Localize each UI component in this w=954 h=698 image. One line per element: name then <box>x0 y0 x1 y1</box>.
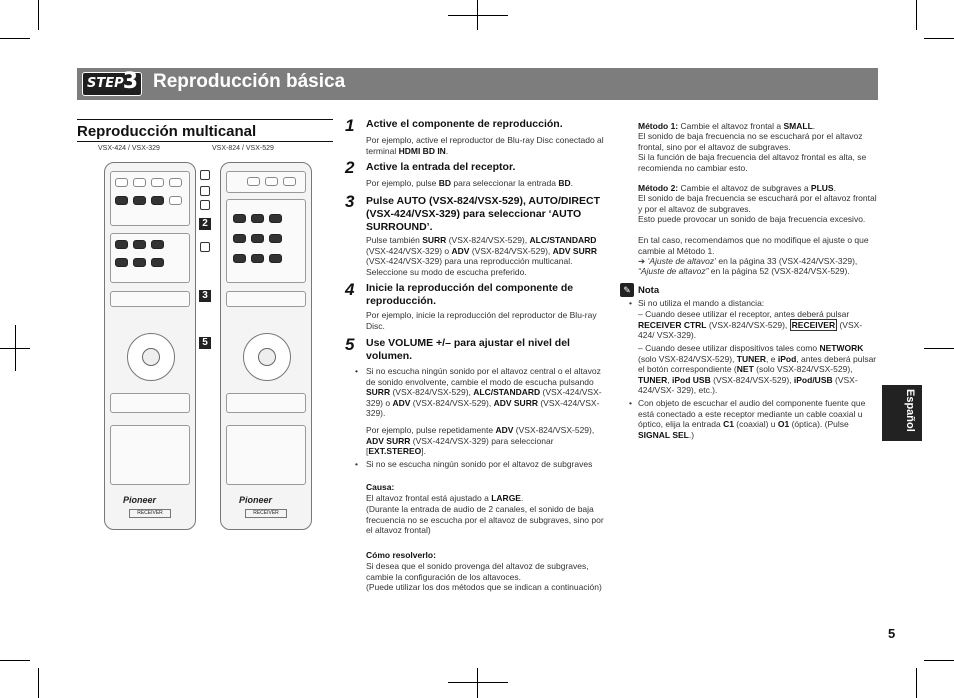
causa-detail: (Durante la entrada de audio de 2 canales, el sonido de baja frecuencia no se escucha por el altavoz de subgraves, sino por el altavoz frontal) <box>366 504 604 535</box>
step-number: 5 <box>345 335 355 354</box>
divider <box>77 141 333 142</box>
page-reference: ➔ ‘Ajuste de altavoz’ en la página 33 (VSX-424/VSX-329), <box>638 256 858 266</box>
note-bullet: • Con objeto de escuchar el audio del componente fuente que está conectado a este receptor mediante un cable coaxial u óptico, elija la entrada C1 (coaxial) u O1 (óptica). (Pulse SIGNAL SEL.) <box>627 398 879 440</box>
page-reference: “Ajuste de altavoz” en la página 52 (VSX-824/VSX-529). <box>638 266 850 276</box>
crop-mark <box>15 325 16 371</box>
method-1-text: El sonido de baja frecuencia no se escuchará por el altavoz frontal, sino por el altavoz de subgraves. <box>638 131 863 152</box>
crop-mark <box>477 668 478 698</box>
remote-button <box>115 258 128 267</box>
brand-logo: Pioneer <box>123 495 157 505</box>
tip-example: Por ejemplo, pulse repetidamente ADV (VSX-824/VSX-529), ADV SURR (VSX-424/VSX-329) para seleccionar [EXT.STEREO]. <box>366 425 595 456</box>
callout-step-5: 5 <box>199 337 211 349</box>
divider <box>77 119 333 120</box>
crop-mark <box>924 348 954 349</box>
remote-button <box>133 196 146 205</box>
method-2: Método 2: Cambie el altavoz de subgraves a PLUS. <box>638 183 836 193</box>
receiver-label: RECEIVER <box>245 509 287 518</box>
remote-button <box>265 177 278 186</box>
causa-label: Causa: <box>366 482 395 492</box>
remote-button <box>133 258 146 267</box>
step-body: Por ejemplo, pulse BD para seleccionar la entrada BD. <box>366 178 573 188</box>
crop-mark <box>0 38 30 39</box>
remote-button <box>269 234 282 243</box>
resolver-label: Cómo resolverlo: <box>366 550 436 560</box>
remote-button <box>233 234 246 243</box>
step-body: Por ejemplo, active el reproductor de Blu-ray Disc conectado al terminal HDMI BD IN. <box>366 135 604 156</box>
resolver-note: (Puede utilizar los dos métodos que se indican a continuación) <box>366 582 602 592</box>
resolver-text: Si desea que el sonido provenga del altavoz de subgraves, cambie la configuración de los altavoces. <box>366 561 589 582</box>
step-heading: Use VOLUME +/– para ajustar el nivel del volumen. <box>366 337 570 362</box>
callout-step-3: 3 <box>199 290 211 302</box>
remote-control-left <box>104 162 196 530</box>
remote-model-label-left: VSX-424 / VSX-329 <box>98 145 160 152</box>
method-2-warning: Esto puede provocar un sonido de baja frecuencia excesivo. <box>638 214 866 224</box>
method-2-text: El sonido de baja frecuencia se escuchará por el altavoz frontal y por el altavoz de subgraves. <box>638 193 877 214</box>
step-body: Por ejemplo, inicie la reproducción del reproductor de Blu-ray Disc. <box>366 310 597 331</box>
hand-pointer-icon <box>200 242 210 252</box>
language-tab-label: Español <box>904 389 916 432</box>
brand-logo: Pioneer <box>239 495 273 505</box>
remote-transport-panel <box>226 393 306 413</box>
page-number: 5 <box>888 626 896 641</box>
remote-button <box>151 196 164 205</box>
remote-button <box>169 178 182 187</box>
language-tab <box>882 385 922 441</box>
crop-mark <box>924 660 954 661</box>
step-number: 4 <box>345 280 355 299</box>
remote-input-panel <box>110 233 190 283</box>
hand-pointer-icon <box>200 170 210 180</box>
remote-surround-panel <box>110 291 190 307</box>
remote-button <box>169 196 182 205</box>
remote-button <box>151 178 164 187</box>
page-title: Reproducción básica <box>153 71 346 92</box>
note-bullet: • Si no utiliza el mando a distancia: <box>627 298 879 309</box>
method-2-advice: En tal caso, recomendamos que no modifique el ajuste o que cambie al Método 1. <box>638 235 869 256</box>
step-heading: Active la entrada del receptor. <box>366 161 516 173</box>
note-title: Nota <box>638 285 660 296</box>
note-sub-item: – Cuando desee utilizar dispositivos tales como NETWORK (solo VSX-824/VSX-529), TUNER, e iPod, antes deberá pulsar el botón correspondiente (NET (solo VSX-824/VSX-529), TUNER, iPod USB (VSX-824/VSX-529), iPod/USB (VSX-424/VSX- 329), etc.). <box>638 343 877 395</box>
remote-button <box>251 254 264 263</box>
hand-pointer-icon <box>200 200 210 210</box>
crop-mark <box>448 682 508 683</box>
remote-top-panel <box>110 171 190 226</box>
note-sub-item: – Cuando desee utilizar el receptor, antes deberá pulsar RECEIVER CTRL (VSX-824/VSX-529), RECEIVER (VSX-424/ VSX-329). <box>638 309 863 340</box>
step-badge <box>82 69 142 96</box>
step-number: 3 <box>122 69 138 94</box>
causa-text: El altavoz frontal está ajustado a LARGE. <box>366 493 524 503</box>
remote-navigation-pad <box>127 333 175 381</box>
remote-button <box>133 240 146 249</box>
step-number: 1 <box>345 116 355 135</box>
tip-bullet: • Si no escucha ningún sonido por el altavoz central o el altavoz de sonido envolvente, cambie el modo de escucha pulsando SURR (VSX-824/VSX-529), ALC/STANDARD (VSX-424/VSX-329) o ADV (VSX-824/VSX-529), ADV SURR (VSX-424/VSX-329). <box>345 366 605 419</box>
remote-transport-panel <box>110 393 190 413</box>
hand-pointer-icon <box>200 186 210 196</box>
step-heading: Active el componente de reproducción. <box>366 118 563 130</box>
crop-mark <box>0 660 30 661</box>
crop-mark <box>38 668 39 698</box>
remote-button <box>115 196 128 205</box>
remote-button <box>233 254 246 263</box>
tip-bullet: • Si no se escucha ningún sonido por el altavoz de subgraves <box>345 459 605 470</box>
remote-button <box>115 240 128 249</box>
remote-input-panel <box>226 199 306 283</box>
remote-button <box>133 178 146 187</box>
method-1-advice: Si la función de baja frecuencia del altavoz frontal es alta, se recomienda no cambiar esto. <box>638 152 867 173</box>
remote-button <box>151 258 164 267</box>
enter-button <box>258 348 276 366</box>
crop-mark <box>448 15 508 16</box>
remote-surround-panel <box>226 291 306 307</box>
crop-mark <box>916 668 917 698</box>
step-heading: Pulse AUTO (VSX-824/VSX-529), AUTO/DIRECT (VSX-424/VSX-329) para seleccionar ‘AUTO SURROUND’. <box>366 195 600 233</box>
crop-mark <box>916 0 917 30</box>
receiver-label: RECEIVER <box>129 509 171 518</box>
remote-keypad-panel <box>110 425 190 485</box>
remote-button <box>283 177 296 186</box>
remote-button <box>233 214 246 223</box>
remote-button <box>269 214 282 223</box>
crop-mark <box>924 38 954 39</box>
remote-button <box>115 178 128 187</box>
step-banner <box>77 68 878 100</box>
step-word: STEP <box>87 76 124 91</box>
step-number: 2 <box>345 158 355 177</box>
remote-button <box>251 234 264 243</box>
step-heading: Inicie la reproducción del componente de reproducción. <box>366 282 574 307</box>
crop-mark <box>38 0 39 30</box>
remote-keypad-panel <box>226 425 306 485</box>
remote-top-panel <box>226 171 306 193</box>
remote-navigation-pad <box>243 333 291 381</box>
remote-button <box>269 254 282 263</box>
remote-button <box>251 214 264 223</box>
note-pencil-icon: ✎ <box>620 283 634 297</box>
section-title: Reproducción multicanal <box>77 123 257 140</box>
step-number: 3 <box>345 192 355 211</box>
step-body: Pulse también SURR (VSX-824/VSX-529), ALC/STANDARD (VSX-424/VSX-329) o ADV (VSX-824/VSX-529), ADV SURR (VSX-424/VSX-329) para una reproducción multicanal. Seleccione su modo de escucha preferido. <box>366 235 598 277</box>
method-1: Método 1: Cambie el altavoz frontal a SMALL. <box>638 121 816 131</box>
callout-step-2: 2 <box>199 218 211 230</box>
remote-model-label-right: VSX-824 / VSX-529 <box>212 145 274 152</box>
enter-button <box>142 348 160 366</box>
remote-button <box>151 240 164 249</box>
remote-button <box>247 177 260 186</box>
remote-control-right <box>220 162 312 530</box>
